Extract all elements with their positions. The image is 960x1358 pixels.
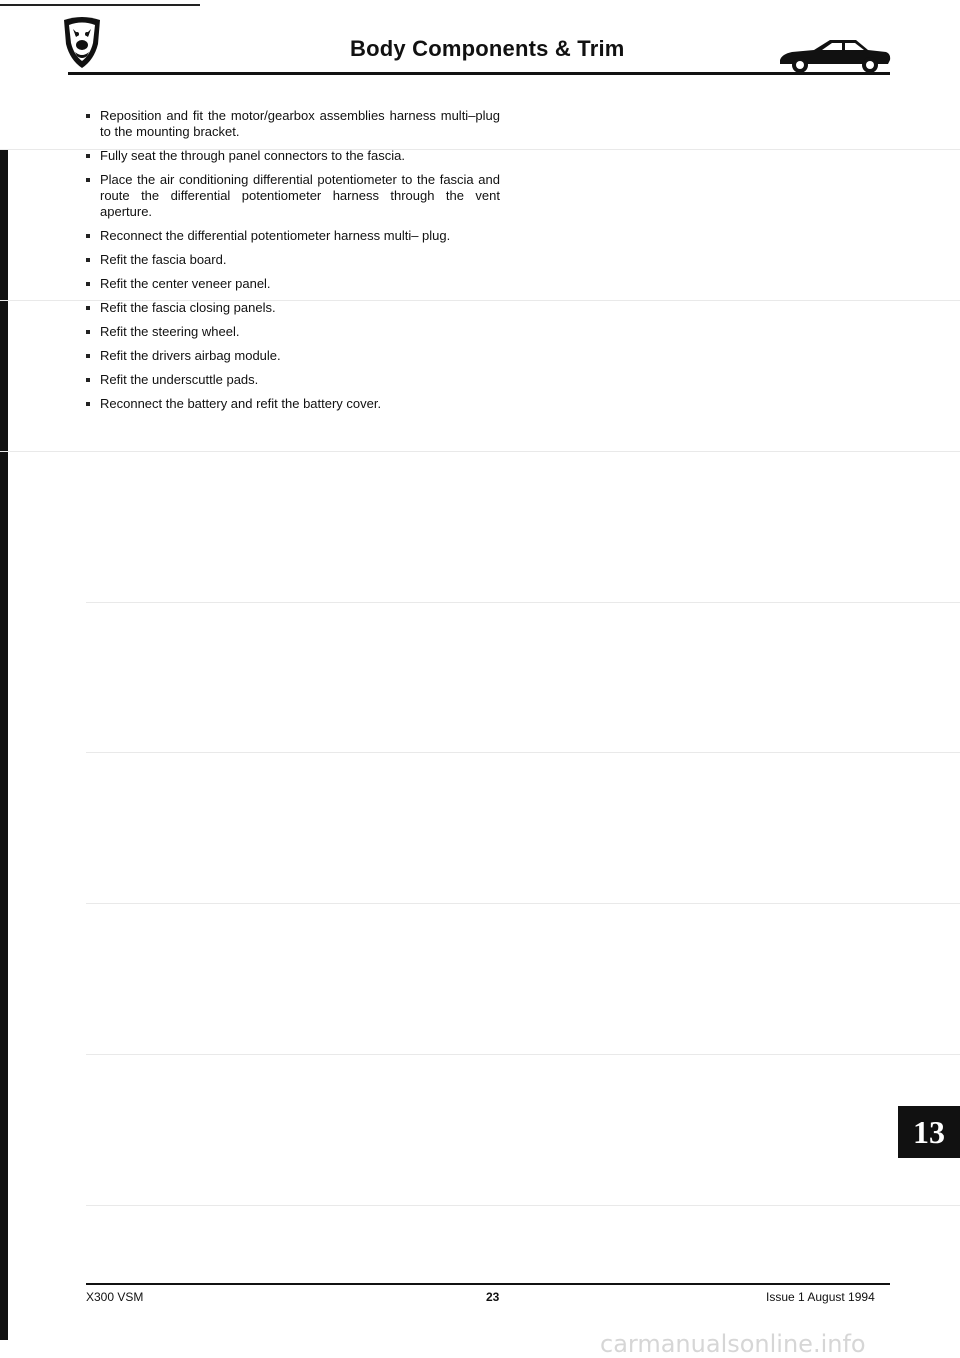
page-header (60, 14, 900, 78)
jaguar-head-logo-icon (60, 14, 104, 70)
bullet-icon (86, 258, 90, 262)
list-item: Place the air conditioning differential potentiometer to the fascia and route the differential potentiometer harness through the vent aperture. (86, 172, 500, 220)
bullet-icon (86, 402, 90, 406)
watermark-text: carmanualsonline.info (600, 1330, 866, 1358)
bullet-icon (86, 330, 90, 334)
page-title: Body Components & Trim (350, 36, 625, 61)
list-item: Refit the steering wheel. (86, 324, 500, 340)
scan-guide-line (86, 602, 960, 603)
list-item: Refit the fascia closing panels. (86, 300, 500, 316)
list-item: Reconnect the differential potentiometer harness multi– plug. (86, 228, 500, 244)
bullet-icon (86, 234, 90, 238)
instruction-content (86, 108, 500, 420)
scan-left-edge (0, 150, 8, 1340)
chapter-tab: 13 (898, 1106, 960, 1158)
footer-rule (86, 1283, 890, 1285)
bullet-icon (86, 178, 90, 182)
scan-guide-line (86, 903, 960, 904)
page-number: 23 (486, 1290, 500, 1304)
header-rule (68, 72, 890, 75)
scan-guide-line (86, 752, 960, 753)
list-item: Refit the fascia board. (86, 252, 500, 268)
list-item: Fully seat the through panel connectors to the fascia. (86, 148, 500, 164)
bullet-icon (86, 114, 90, 118)
list-item: Refit the drivers airbag module. (86, 348, 500, 364)
bullet-icon (86, 354, 90, 358)
scan-guide-line (0, 451, 960, 452)
list-item: Refit the underscuttle pads. (86, 372, 500, 388)
scan-artifact-line (0, 4, 200, 6)
bullet-icon (86, 306, 90, 310)
list-item: Refit the center veneer panel. (86, 276, 500, 292)
footer-issue-date: Issue 1 August 1994 (766, 1290, 875, 1304)
bullet-icon (86, 154, 90, 158)
scan-guide-line (86, 1205, 960, 1206)
car-silhouette-icon (778, 34, 892, 76)
bullet-icon (86, 282, 90, 286)
list-item: Reconnect the battery and refit the battery cover. (86, 396, 500, 412)
footer-manual-code: X300 VSM (86, 1290, 144, 1304)
scan-guide-line (86, 1054, 960, 1055)
instruction-list (86, 108, 500, 412)
bullet-icon (86, 378, 90, 382)
list-item: Reposition and fit the motor/gearbox assemblies harness multi–plug to the mounting bracket. (86, 108, 500, 140)
